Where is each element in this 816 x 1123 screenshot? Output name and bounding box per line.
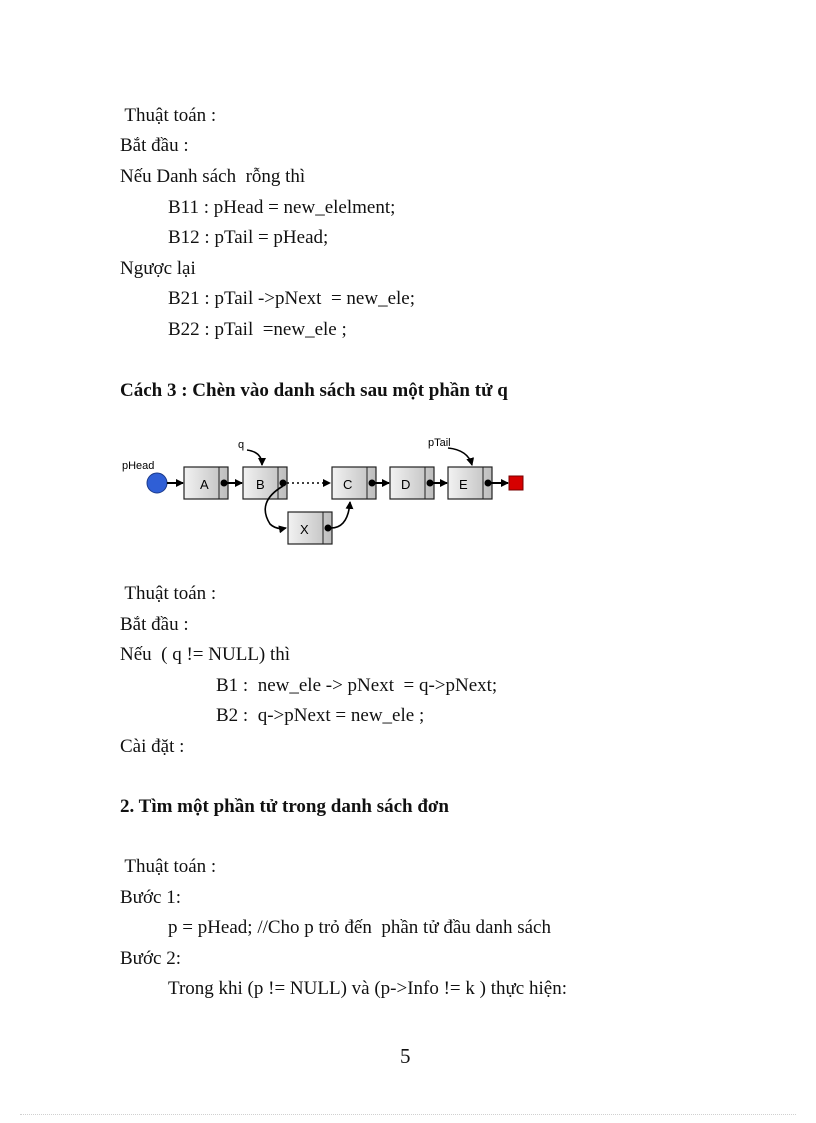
step-b1: B1 : new_ele -> pNext = q->pNext; [216,675,498,696]
begin-label-2: Bắt đầu : [120,614,189,635]
phead-label: pHead [122,460,155,472]
step-b2: B2 : q->pNext = new_ele ; [216,705,425,726]
step-b11: B11 : pHead = new_elelment; [168,197,396,218]
node-x-label: X [300,522,309,537]
step-b22: B22 : pTail =new_ele ; [168,319,347,340]
heading-find-element: 2. Tìm một phần tử trong danh sách đơn [120,796,450,817]
algo-label-1: Thuật toán : [120,105,217,126]
node-b-label: B [256,477,265,492]
heading-cach-3: Cách 3 : Chèn vào danh sách sau một phần tử q [120,380,508,401]
else-line: Ngược lại [120,258,196,279]
step-b21: B21 : pTail ->pNext = new_ele; [168,288,415,309]
node-d [390,467,434,499]
q-label: q [238,439,245,451]
node-a [184,467,228,499]
begin-label-1: Bắt đầu : [120,135,189,156]
node-c-label: C [343,477,353,492]
install-label: Cài đặt : [120,736,185,757]
node-b [243,467,287,499]
null-terminator [509,476,523,490]
linked-list-insert-diagram [110,432,540,550]
node-d-label: D [401,477,411,492]
step-b12: B12 : pTail = pHead; [168,227,329,248]
step-2-code: Trong khi (p != NULL) và (p->Info != k ) thực hiện: [168,978,567,999]
node-a-label: A [200,477,209,492]
step-1-code: p = pHead; //Cho p trỏ đến phần tử đầu danh sách [168,917,551,938]
node-e [448,467,492,499]
if-empty-line: Nếu Danh sách rỗng thì [120,166,306,187]
ptail-label: pTail [428,437,451,449]
node-c [332,467,376,499]
if-q-not-null-line: Nếu ( q != NULL) thì [120,644,291,665]
page-bottom-divider [20,1114,796,1115]
algo-label-3: Thuật toán : [120,856,217,877]
step-2-label: Bước 2: [120,948,181,969]
algo-label-2: Thuật toán : [120,583,217,604]
node-e-label: E [459,477,468,492]
phead-circle [147,473,167,493]
step-1-label: Bước 1: [120,887,181,908]
node-x [288,512,332,544]
page-number: 5 [400,1044,411,1068]
